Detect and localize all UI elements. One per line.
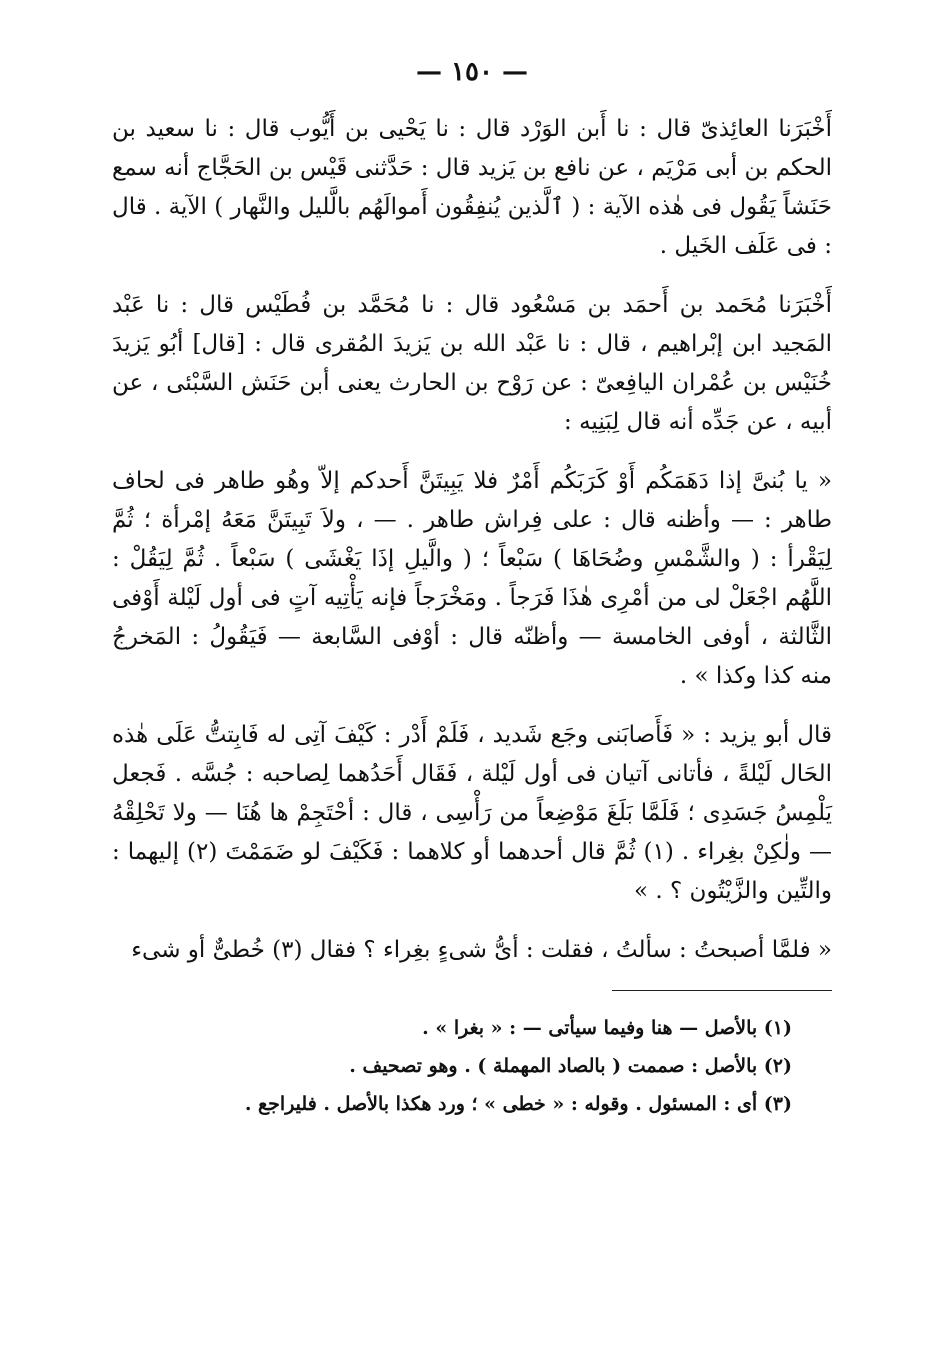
paragraph-4: قال أبو يزيد : « فَأَصابَنى وجَع شَديد ، فَلَمْ أَدْر : كَيْفَ آتِى له فَابِتتُّ عَلَى هٰذه الحَال لَيْلةً ، فأتانى آتيان فى أول لَيْلة ، فَقَال أَحَدُهما لِصاحبه : جُسَّه . فَجعل يَلْمِسُ جَسَدِى ؛ فَلَمَّا بَلَغَ مَوْضِعاً من رَأْسِى ، قال : أحْتَجِمْ ها هُنَا — ولا تَحْلِقْهُ — ولٰكِنْ بغِراء . (١) ثُمَّ قال أحدهما أو كلاهما : فَكَيْفَ لو ضَمَمْتَ (٢) إليهما : والتِّين والزَّيْتُون ؟ . » xyxy=(112,722,832,904)
page-number: — ١٥٠ — xyxy=(415,57,529,87)
footnote-3: (٣) أى : المسئول . وقوله : « خطى » ؛ ورد هكذا بالأصل . فليراجع . xyxy=(244,1093,792,1115)
footnotes xyxy=(112,1009,832,1123)
paragraph-2: أَخْبَرَنا مُحَمد بن أَحمَد بن مَسْعُود قال : نا مُحَمَّد بن فُطَيْس قال : نا عَبْد المَجيد ابن إبْراهيم ، قال : نا عَبْد الله بن يَزيدَ المُقرى قال : [قال] أبُو يَزيدَ خُنَيْس بن عُمْران اليافِعىّ : عن رَوْح بن الحارث يعنى أبن حَنَش السَّبْئى ، عن أبيه ، عن جَدِّه أنه قال لِبَنِيه : xyxy=(112,292,832,435)
book-page xyxy=(112,40,832,1330)
footnote-divider xyxy=(612,990,832,991)
paragraph-1: أَخْبَرَنا العائِذىّ قال : نا أَبن الوَرْد قال : نا يَحْيى بن أَيُّوب قال : نا سعيد بن الحكم بن أبى مَرْيَم ، عن نافع بن يَزيد قال : حَدَّثنى قَيْس بن الحَجَّاج أنه سمع حَنَشاً يَقُول فى هٰذه الآية : ( ٱلَّذين يُنفِقُون أَموالَهُم بالَّليل والنَّهار ) الآية . قال : فى عَلَف الخَيل . xyxy=(112,116,832,259)
footnote-2: (٢) بالأصل : صممت ( بالصاد المهملة ) . وهو تصحيف . xyxy=(349,1055,792,1077)
paragraph-5: « فلمَّا أصبحتُ : سألتُ ، فقلت : أىُّ شىءٍ بغِراء ؟ فقال (٣) خُطىٌّ أو شىء xyxy=(131,937,832,963)
footnote-1: (١) بالأصل — هنا وفيما سيأتى — : « بغرا » . xyxy=(422,1017,792,1039)
paragraph-3: « يا بُنىَّ إذا دَهَمَكُم أَوْ كَرَبَكُم أَمْرٌ فلا يَبِيتَنَّ أَحدكم إلاّ وهُو طاهر فى لحاف طاهر : — وأظنه قال : على فِراش طاهر . — ، ولاَ تَبِيتَنَّ مَعَهُ إمْرأة ؛ ثُمَّ لِيَقْرأ : ( والشَّمْسِ وضُحَاهَا ) سَبْعاً ؛ ( والَّيلِ إذَا يَغْشَى ) سَبْعاً . ثُمَّ لِيَقُلْ : اللَّهُم اجْعَلْ لى من أمْرِى هٰذَا فَرَجاً . ومَخْرَجاً فإنه يَأْتِيه آتٍ فى أول لَيْلة أَوْفى الثَّالثة ، أوفى الخامسة — وأظنّه قال : أوْفى السَّابعة — فَيَقُولُ : المَخرجُ منه كذا وكذا » . xyxy=(112,468,832,689)
main-text xyxy=(112,110,832,970)
